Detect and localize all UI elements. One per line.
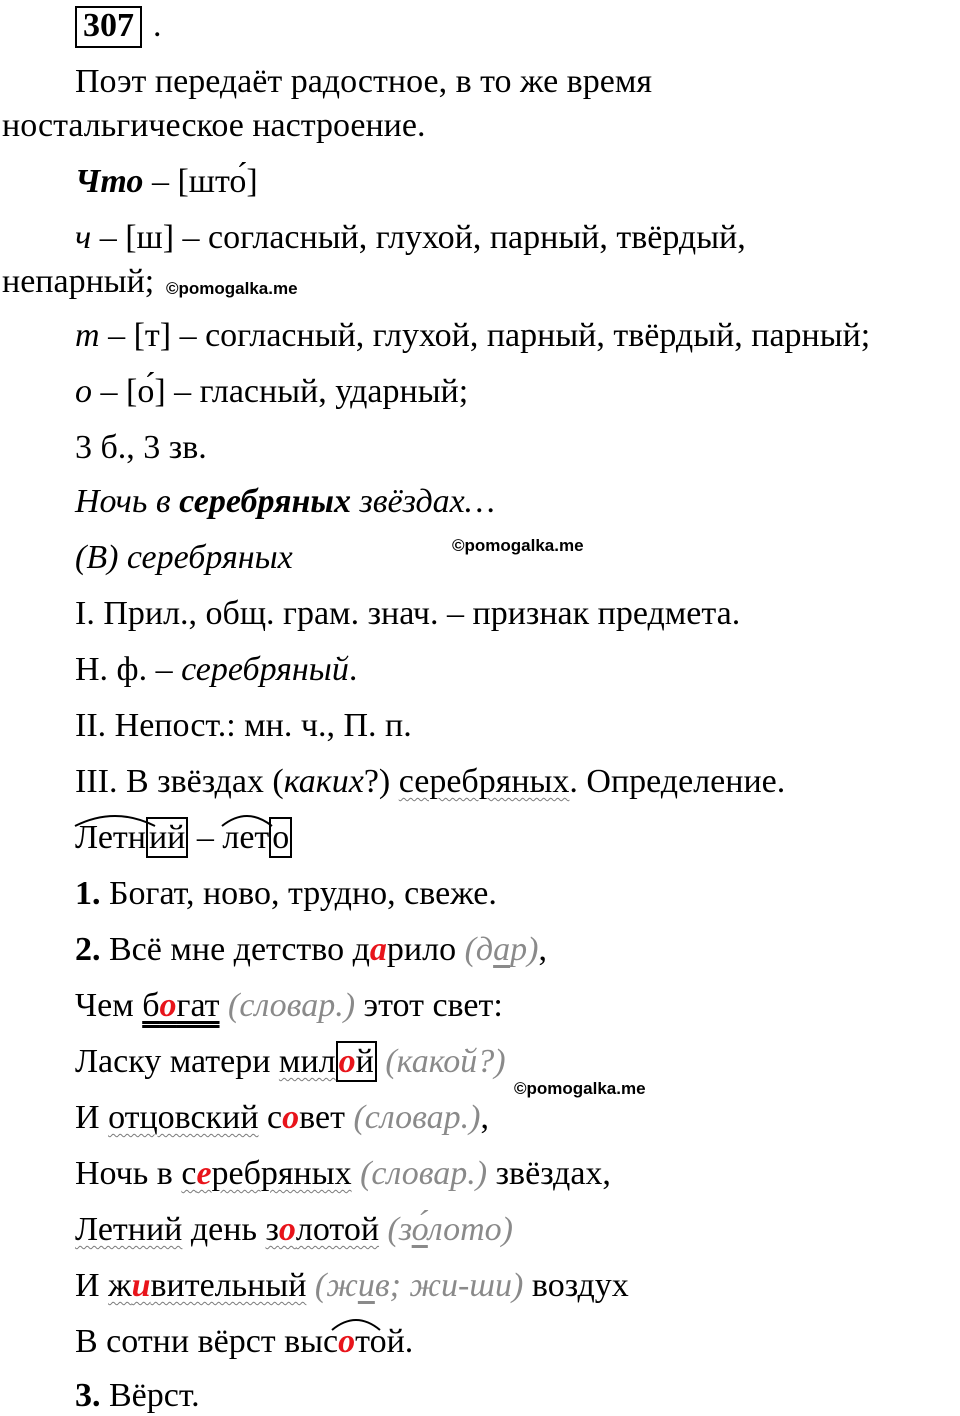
vowel-highlight: о bbox=[338, 1043, 356, 1080]
hint-underlined: о́ bbox=[411, 1211, 428, 1248]
morph-phrase-part: звёздах… bbox=[351, 483, 495, 520]
morph-point-3 bbox=[75, 762, 785, 802]
phonetic-transcription: – [што́] bbox=[143, 163, 258, 200]
poem-line-5 bbox=[75, 1154, 611, 1194]
task-3 bbox=[75, 1376, 200, 1416]
p3-wavy-word: серебряных bbox=[398, 763, 570, 800]
phonetic-word: Что bbox=[75, 163, 144, 200]
text: Ночь в bbox=[75, 1155, 182, 1192]
p3-part: . Определение. bbox=[569, 763, 786, 800]
predicate-word bbox=[142, 987, 219, 1024]
vowel-highlight: о bbox=[159, 987, 177, 1024]
text: й bbox=[355, 1043, 374, 1080]
wavy-word: мил bbox=[278, 1043, 336, 1080]
text: ж bbox=[108, 1267, 132, 1304]
poem-line-1 bbox=[75, 930, 547, 970]
phonetic-letter: ч bbox=[75, 219, 92, 256]
morph-point-1: I. Прил., общ. грам. знач. – признак предмета. bbox=[75, 595, 741, 632]
hint-underlined: и bbox=[357, 1267, 375, 1304]
hint bbox=[379, 1211, 513, 1248]
ending-1: ий bbox=[146, 817, 188, 858]
word-parts-line bbox=[75, 818, 292, 858]
hint: (словар.) bbox=[228, 987, 356, 1024]
text: воздух bbox=[523, 1267, 629, 1304]
phonetic-row-o bbox=[75, 372, 468, 412]
task-3-text: Вёрст. bbox=[100, 1377, 200, 1414]
root-1 bbox=[75, 818, 146, 858]
morph-phrase-part: Ночь в bbox=[75, 483, 180, 520]
task-number-dot: . bbox=[153, 7, 162, 44]
vowel-highlight: о bbox=[282, 1099, 300, 1136]
text: В сотни вёрст выс bbox=[75, 1323, 339, 1360]
hint-part: (з bbox=[379, 1211, 412, 1248]
wavy-word bbox=[181, 1155, 351, 1192]
text: рило bbox=[386, 931, 465, 968]
text: лотой bbox=[295, 1211, 380, 1248]
word-2 bbox=[222, 818, 292, 858]
intro-line-2: ностальгическое настроение. bbox=[2, 107, 426, 144]
root-2-text: лет bbox=[222, 819, 270, 856]
root-1-text: Летн bbox=[75, 819, 146, 856]
nf-label: Н. ф. – bbox=[75, 651, 182, 688]
word-dash: – bbox=[188, 819, 223, 856]
text: , bbox=[480, 1099, 489, 1136]
text: ребряных bbox=[211, 1155, 352, 1192]
task-1-text: Богат, ново, трудно, свеже. bbox=[100, 875, 497, 912]
ending-2: о bbox=[269, 817, 292, 858]
phonetic-count: 3 б., 3 зв. bbox=[75, 429, 207, 466]
text: той. bbox=[355, 1323, 414, 1360]
text: с bbox=[258, 1099, 283, 1136]
task-1-number: 1. bbox=[75, 875, 101, 912]
wavy-word bbox=[108, 1267, 306, 1304]
task-number-box bbox=[75, 6, 142, 48]
hint: (какой?) bbox=[376, 1043, 506, 1080]
task-number: 307 bbox=[83, 7, 134, 44]
morph-point-2: II. Непост.: мн. ч., П. п. bbox=[75, 707, 412, 744]
p3-question: каких bbox=[283, 763, 364, 800]
morph-phrase bbox=[75, 482, 495, 522]
word-1 bbox=[75, 818, 188, 858]
vowel-highlight: а bbox=[369, 931, 387, 968]
hint bbox=[306, 1267, 523, 1304]
wavy-word: отцовский bbox=[108, 1099, 259, 1136]
text: з bbox=[265, 1211, 279, 1248]
task-3-number: 3. bbox=[75, 1377, 101, 1414]
poem-line-7 bbox=[75, 1266, 629, 1306]
hint-part: (ж bbox=[306, 1267, 358, 1304]
p3-part: III. В звёздах ( bbox=[75, 763, 284, 800]
hint bbox=[465, 931, 539, 968]
p3-part: ?) bbox=[363, 763, 399, 800]
hint-part: в; жи-ши) bbox=[374, 1267, 524, 1304]
hint-part: р) bbox=[510, 931, 539, 968]
phonetic-text: непарный; bbox=[2, 263, 155, 300]
poem-line-2 bbox=[75, 986, 503, 1026]
phonetic-letter: о bbox=[75, 373, 92, 410]
ending-box bbox=[336, 1041, 377, 1082]
poem-line-8 bbox=[75, 1322, 413, 1362]
text: гат bbox=[176, 987, 220, 1024]
hint-part: лото) bbox=[427, 1211, 513, 1248]
hint: (словар.) bbox=[353, 1099, 481, 1136]
vowel-highlight: и bbox=[131, 1267, 151, 1304]
text: б bbox=[142, 987, 160, 1024]
poem-line-6 bbox=[75, 1210, 513, 1250]
vowel-highlight: о bbox=[278, 1211, 296, 1248]
text: Чем bbox=[75, 987, 143, 1024]
nf-word: серебряный bbox=[181, 651, 349, 688]
nf-end: . bbox=[348, 651, 358, 688]
watermark-3: ©pomogalka.me bbox=[514, 1079, 646, 1098]
wavy-word: Летний bbox=[75, 1211, 183, 1248]
watermark-2: ©pomogalka.me bbox=[452, 536, 584, 555]
poem-line-4 bbox=[75, 1098, 489, 1138]
watermark-1: ©pomogalka.me bbox=[166, 279, 298, 298]
text: Ласку матери bbox=[75, 1043, 279, 1080]
morph-phrase-bold: серебряных bbox=[179, 483, 352, 520]
hint-underlined: а bbox=[493, 931, 511, 968]
text: И bbox=[75, 1267, 109, 1304]
hint: (словар.) bbox=[351, 1155, 488, 1192]
task-2-number: 2. bbox=[75, 931, 101, 968]
vowel-highlight: е bbox=[196, 1155, 212, 1192]
text: звёздах, bbox=[487, 1155, 611, 1192]
phonetic-letter: т bbox=[75, 317, 100, 354]
text: , bbox=[538, 931, 547, 968]
vowel-highlight: о bbox=[338, 1323, 356, 1360]
root-2 bbox=[222, 818, 269, 858]
phonetic-row-t bbox=[75, 316, 870, 356]
intro-line-1: Поэт передаёт радостное, в то же время bbox=[75, 63, 652, 100]
morph-case-word: (В) серебряных bbox=[75, 539, 293, 576]
phonetic-row-ch bbox=[75, 218, 746, 258]
text: вет bbox=[299, 1099, 354, 1136]
text: этот свет: bbox=[355, 987, 503, 1024]
phonetic-row-ch-cont bbox=[2, 262, 154, 302]
text: с bbox=[181, 1155, 197, 1192]
text: И bbox=[75, 1099, 109, 1136]
morph-initial-form bbox=[75, 650, 357, 690]
root-highlight bbox=[338, 1322, 355, 1362]
task-1 bbox=[75, 874, 497, 914]
hint-part: (д bbox=[464, 931, 494, 968]
phonetic-heading bbox=[75, 162, 258, 202]
text: Всё мне детство д bbox=[100, 931, 370, 968]
text: день bbox=[182, 1211, 266, 1248]
phonetic-text: – [ш] – согласный, глухой, парный, твёрдый, bbox=[91, 219, 746, 256]
text: вительный bbox=[150, 1267, 307, 1304]
wavy-word bbox=[265, 1211, 379, 1248]
poem-line-3 bbox=[75, 1042, 506, 1082]
phonetic-text: – [о́] – гласный, ударный; bbox=[92, 373, 469, 410]
phonetic-text: – [т] – согласный, глухой, парный, твёрдый, парный; bbox=[99, 317, 871, 354]
